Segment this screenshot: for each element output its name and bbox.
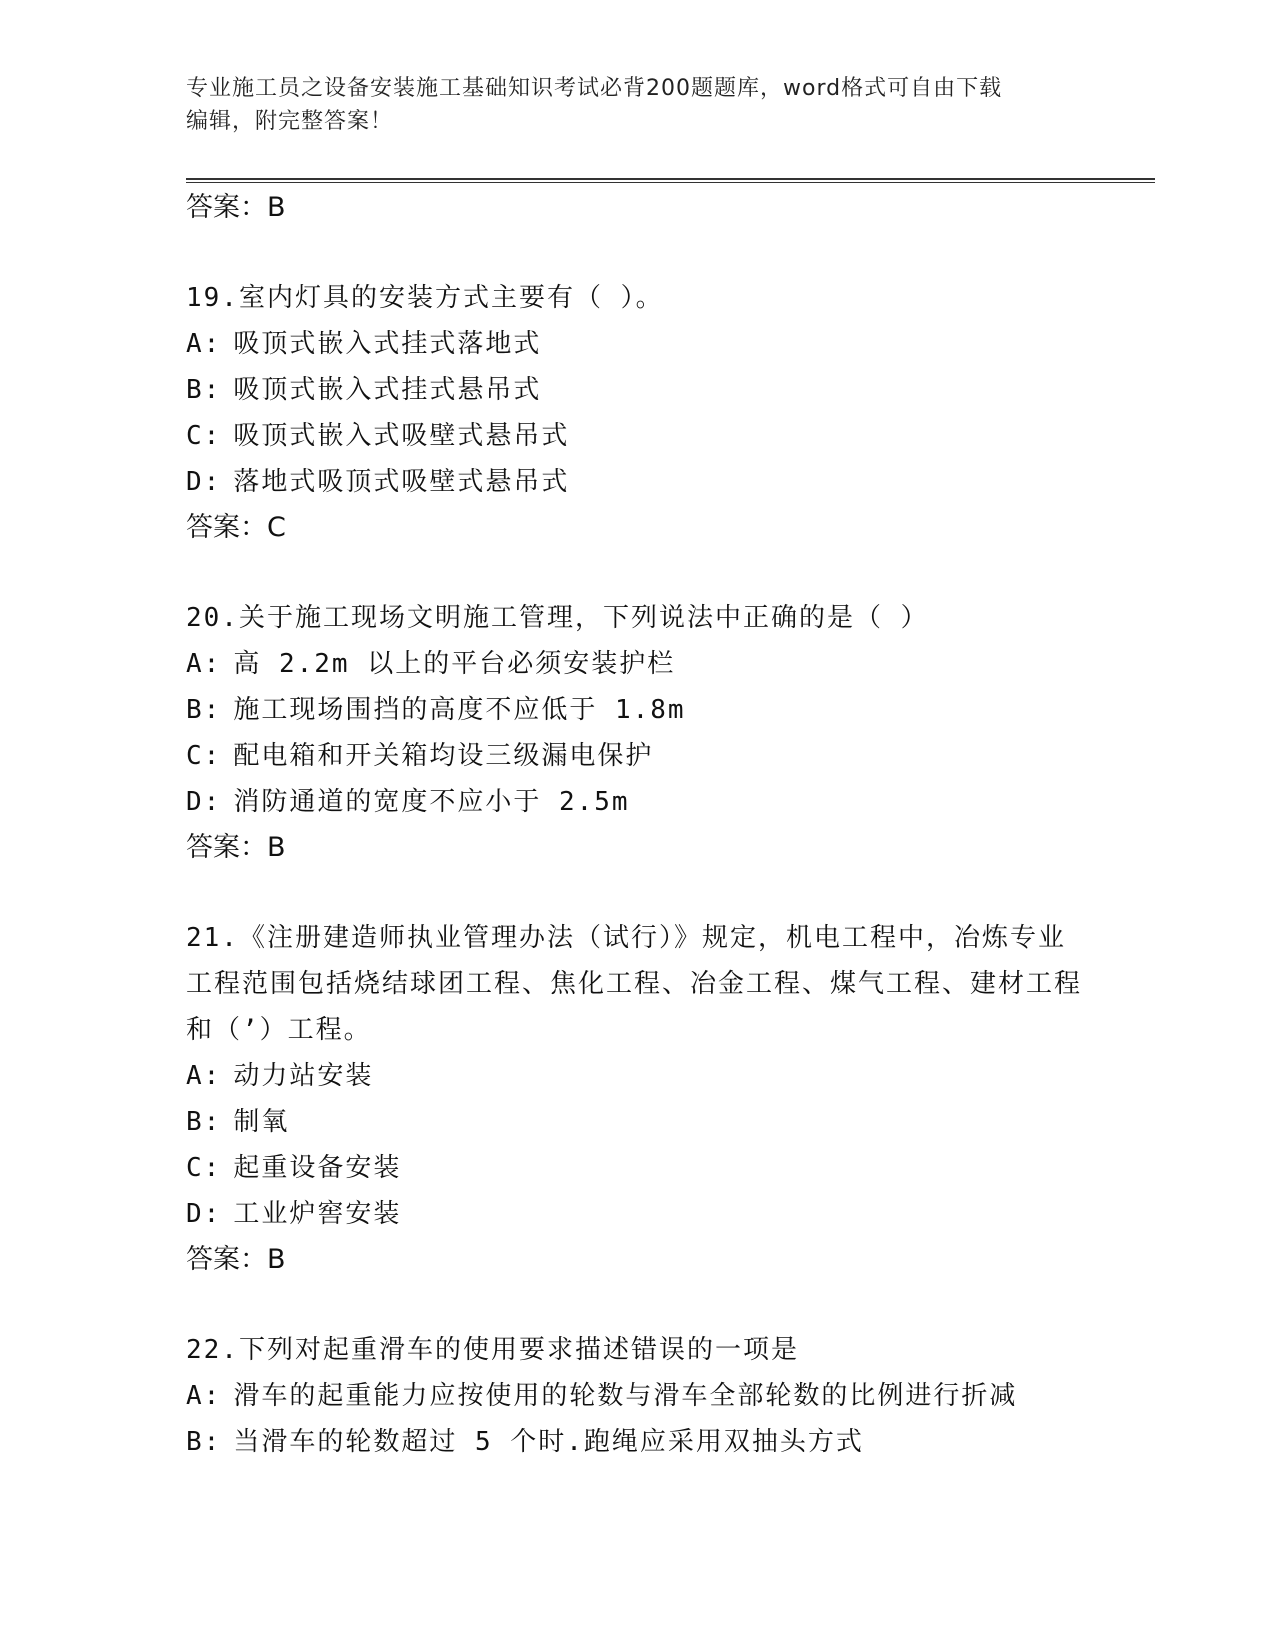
option-d bbox=[186, 1191, 1086, 1237]
question-19 bbox=[186, 275, 1086, 551]
option-text: 高 2.2m 以上的平台必须安装护栏 bbox=[233, 649, 676, 679]
option-letter: B: bbox=[186, 1427, 222, 1457]
question-21 bbox=[186, 915, 1086, 1283]
option-letter: A: bbox=[186, 1381, 222, 1411]
option-letter: A: bbox=[186, 329, 222, 359]
option-text: 制氧 bbox=[233, 1107, 290, 1137]
option-c bbox=[186, 413, 1086, 459]
option-letter: B: bbox=[186, 695, 222, 725]
option-d bbox=[186, 779, 1086, 825]
option-letter: D: bbox=[186, 787, 222, 817]
header-line-2: 编辑，附完整答案！ bbox=[186, 109, 394, 134]
option-letter: B: bbox=[186, 1107, 222, 1137]
option-text: 滑车的起重能力应按使用的轮数与滑车全部轮数的比例进行折减 bbox=[233, 1381, 1018, 1411]
option-letter: A: bbox=[186, 1061, 222, 1091]
question-text: 22.下列对起重滑车的使用要求描述错误的一项是 bbox=[186, 1335, 799, 1365]
option-letter: C: bbox=[186, 421, 222, 451]
option-text: 施工现场围挡的高度不应低于 1.8m bbox=[233, 695, 686, 725]
option-text: 吸顶式嵌入式挂式悬吊式 bbox=[233, 375, 542, 405]
option-b bbox=[186, 1419, 1086, 1465]
option-a bbox=[186, 1373, 1086, 1419]
question-20 bbox=[186, 595, 1086, 871]
answer: 答案：B bbox=[186, 1244, 286, 1275]
option-a bbox=[186, 641, 1086, 687]
option-text: 起重设备安装 bbox=[233, 1153, 402, 1183]
option-b bbox=[186, 687, 1086, 733]
option-d bbox=[186, 459, 1086, 505]
option-text: 消防通道的宽度不应小于 2.5m bbox=[233, 787, 630, 817]
document-header bbox=[186, 72, 1086, 138]
option-text: 动力站安装 bbox=[233, 1061, 374, 1091]
question-text: 20.关于施工现场文明施工管理，下列说法中正确的是（ ） bbox=[186, 603, 929, 633]
question-22 bbox=[186, 1327, 1086, 1465]
option-text: 吸顶式嵌入式吸壁式悬吊式 bbox=[233, 421, 570, 451]
option-text: 当滑车的轮数超过 5 个时.跑绳应采用双抽头方式 bbox=[233, 1427, 864, 1457]
option-text: 配电箱和开关箱均设三级漏电保护 bbox=[233, 741, 654, 771]
option-text: 落地式吸顶式吸壁式悬吊式 bbox=[233, 467, 570, 497]
question-text: 21.《注册建造师执业管理办法（试行）》规定，机电工程中，冶炼专业工程范围包括烧结球团工程、焦化工程、冶金工程、煤气工程、建材工程和（’）工程。 bbox=[186, 923, 1083, 1045]
option-letter: C: bbox=[186, 741, 222, 771]
option-letter: A: bbox=[186, 649, 222, 679]
option-b bbox=[186, 367, 1086, 413]
option-letter: D: bbox=[186, 1199, 222, 1229]
option-letter: B: bbox=[186, 375, 222, 405]
option-b bbox=[186, 1099, 1086, 1145]
header-line-1: 专业施工员之设备安装施工基础知识考试必背200题题库，word格式可自由下载 bbox=[186, 76, 1003, 101]
option-c bbox=[186, 1145, 1086, 1191]
question-text: 19.室内灯具的安装方式主要有（ ）。 bbox=[186, 283, 664, 313]
answer: 答案：B bbox=[186, 832, 286, 863]
option-letter: D: bbox=[186, 467, 222, 497]
option-text: 工业炉窖安装 bbox=[233, 1199, 402, 1229]
option-a bbox=[186, 1053, 1086, 1099]
previous-answer: 答案：B bbox=[186, 192, 286, 223]
option-text: 吸顶式嵌入式挂式落地式 bbox=[233, 329, 542, 359]
option-letter: C: bbox=[186, 1153, 222, 1183]
question-list bbox=[186, 185, 1086, 1509]
option-a bbox=[186, 321, 1086, 367]
answer: 答案：C bbox=[186, 512, 286, 543]
header-divider-thin bbox=[186, 182, 1155, 183]
option-c bbox=[186, 733, 1086, 779]
header-divider-thick bbox=[186, 178, 1155, 180]
